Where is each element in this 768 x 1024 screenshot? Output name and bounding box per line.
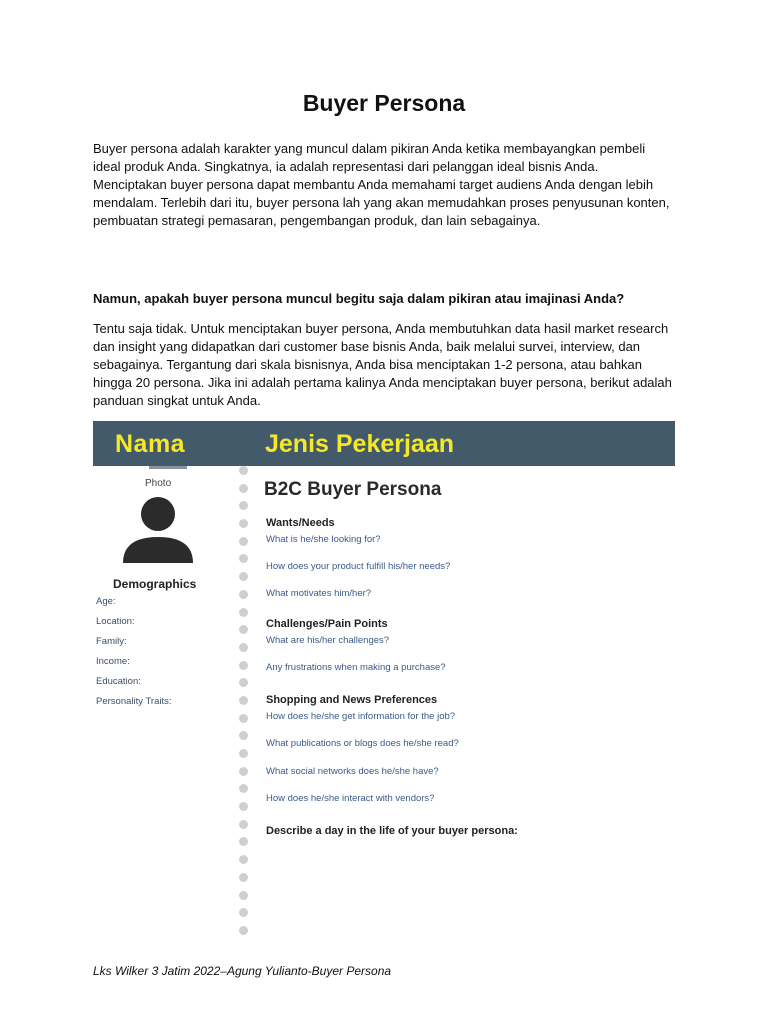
banner-name: Nama [115, 430, 186, 458]
banner-job: Jenis Pekerjaan [265, 430, 455, 458]
b2c-title: B2C Buyer Persona [264, 479, 442, 500]
binding-dot [239, 749, 248, 758]
binding-dot [239, 908, 248, 917]
demographics-list [96, 596, 172, 716]
demographic-education: Education: [96, 676, 141, 687]
wants-question: How does your product fulfill his/her needs? [266, 561, 451, 572]
binding-dot [239, 625, 248, 634]
binding-dot [239, 802, 248, 811]
avatar-icon [119, 497, 197, 565]
wants-question: What is he/she looking for? [266, 534, 381, 545]
binding-dot [239, 784, 248, 793]
shopping-question: How does he/she get information for the job? [266, 711, 456, 722]
binding-dot [239, 643, 248, 652]
persona-banner [93, 421, 675, 466]
shopping-question: How does he/she interact with vendors? [266, 793, 435, 804]
binding-dot [239, 820, 248, 829]
question-heading: Namun, apakah buyer persona muncul begitu saja dalam pikiran atau imajinasi Anda? [93, 291, 625, 306]
binding-dot [239, 466, 248, 475]
binding-dot [239, 731, 248, 740]
challenges-title: Challenges/Pain Points [266, 618, 388, 630]
binding-dot [239, 855, 248, 864]
binding-dot [239, 554, 248, 563]
demographic-family: Family: [96, 636, 127, 647]
binding-dot [239, 696, 248, 705]
binding-dot [239, 608, 248, 617]
binding-dot [239, 837, 248, 846]
binding-dot [239, 661, 248, 670]
demographic-personality: Personality Traits: [96, 696, 172, 707]
wants-question: What motivates him/her? [266, 588, 372, 599]
binding-dot [239, 501, 248, 510]
binding-dot [239, 537, 248, 546]
day-in-life-title: Describe a day in the life of your buyer persona: [266, 825, 518, 837]
challenges-question: Any frustrations when making a purchase? [266, 662, 446, 673]
binding-dot [239, 519, 248, 528]
binding-dot [239, 926, 248, 935]
intro-paragraph: Buyer persona adalah karakter yang muncul dalam pikiran Anda ketika membayangkan pembeli ideal produk Anda. Singkatnya, ia adalah representasi dari pelanggan ideal bisnis Anda. Menciptakan buyer persona dapat membantu Anda memahami target audiens Anda dengan lebih mendalam. Terlebih dari itu, buyer persona lah yang akan memudahkan proses penyusunan konten, pembuatan strategi pemasaran, pengembangan produk, dan lain sebagainya. [93, 141, 670, 228]
photo-tab [149, 466, 187, 469]
shopping-title: Shopping and News Preferences [266, 694, 438, 706]
demographic-income: Income: [96, 656, 130, 667]
binding-dot [239, 484, 248, 493]
answer-paragraph: Tentu saja tidak. Untuk menciptakan buyer persona, Anda membutuhkan data hasil market research dan insight yang didapatkan dari customer base bisnis Anda, baik melalui survei, interview, dan sebagainya. Tergantung dari skala bisnisnya, Anda bisa menciptakan 1-2 persona, atau bahkan hingga 20 persona. Jika ini adalah pertama kalinya Anda menciptakan buyer persona, berikut adalah panduan singkat untuk Anda. [93, 321, 672, 408]
demographic-age: Age: [96, 596, 116, 607]
challenges-question: What are his/her challenges? [266, 635, 390, 646]
page-footer: Lks Wilker 3 Jatim 2022–Agung Yulianto-Buyer Persona [93, 964, 392, 978]
demographics-title: Demographics [113, 577, 197, 591]
binding-dot [239, 714, 248, 723]
spiral-binding-dots [237, 466, 249, 944]
binding-dot [239, 891, 248, 900]
wants-title: Wants/Needs [266, 517, 335, 529]
binding-dot [239, 767, 248, 776]
binding-dot [239, 873, 248, 882]
shopping-question: What publications or blogs does he/she read? [266, 738, 459, 749]
binding-dot [239, 678, 248, 687]
shopping-question: What social networks does he/she have? [266, 766, 439, 777]
photo-label: Photo [145, 478, 172, 489]
binding-dot [239, 590, 248, 599]
binding-dot [239, 572, 248, 581]
document-title: Buyer Persona [302, 90, 466, 116]
demographic-location: Location: [96, 616, 135, 627]
persona-template-image [93, 421, 675, 921]
